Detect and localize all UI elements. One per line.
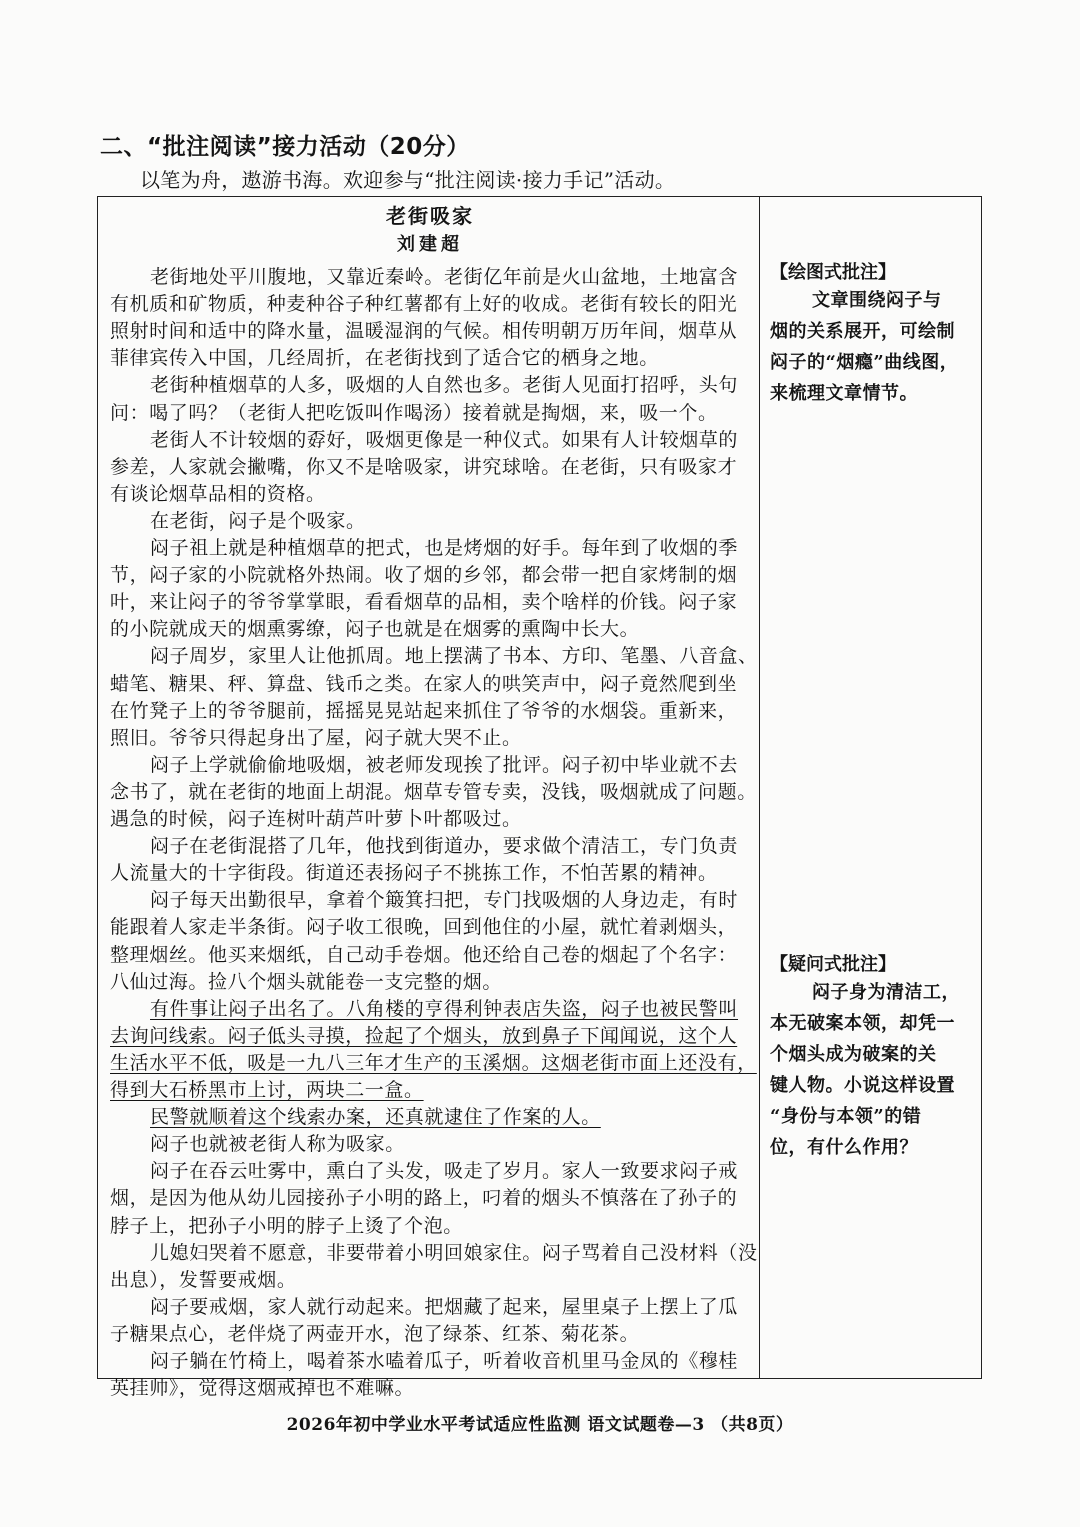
story-line: 闷子在吞云吐雾中，熏白了头发，吸走了岁月。家人一致要求闷子戒	[150, 1160, 739, 1183]
drawing-annotation-heading: 【绘图式批注】	[770, 262, 896, 283]
story-line: 闷子祖上就是种植烟草的把式，也是烤烟的好手。每年到了收烟的季	[150, 537, 739, 559]
annotation-line: 键人物。小说这样设置	[770, 1075, 955, 1096]
question-annotation-heading: 【疑问式批注】	[770, 954, 896, 975]
story-line: 参差，人家就会撇嘴，你又不是啥吸家，讲究球啥。在老街，只有吸家才	[110, 455, 738, 478]
story-line: 能跟着人家走半条街。闷子收工很晚，回到他住的小屋，就忙着剥烟头，	[110, 916, 738, 939]
annotation-line: 来梳理文章情节。	[770, 383, 918, 404]
story-line: 子糖果点心，老伴烧了两壶开水，泡了绿茶、红茶、菊花茶。	[110, 1322, 640, 1345]
annotation-line: 个烟头成为破案的关	[770, 1044, 937, 1065]
story-line: 整理烟丝。他买来烟纸，自己动手卷烟。他还给自己卷的烟起了个名字：	[110, 943, 738, 966]
story-line: 八仙过海。捡八个烟头就能卷一支完整的烟。	[110, 970, 503, 993]
story-line: 英挂帅》，觉得这烟戒掉也不难嘛。	[110, 1377, 415, 1400]
story-line: 在竹凳子上的爷爷腿前，摇摇晃晃站起来抓住了爷爷的水烟袋。重新来，	[110, 699, 738, 722]
story-line: 在老街，闷子是个吸家。	[150, 509, 366, 532]
story-line: 有机质和矿物质，种麦种谷子种红薯都有上好的收成。老街有较长的阳光	[110, 293, 738, 316]
story-line: 问：喝了吗？（老街人把吃饭叫作喝汤）接着就是掏烟，来，吸一个。	[110, 401, 718, 424]
annotation-line: 闷子身为清洁工，	[812, 982, 960, 1003]
story-line: 闷子每天出勤很早，拿着个簸箕扫把，专门找吸烟的人身边走，有时	[150, 889, 739, 912]
story-line: 闷子要戒烟，家人就行动起来。把烟藏了起来，屋里桌子上摆上了瓜	[150, 1295, 739, 1318]
story-line: 照射时间和适中的降水量，温暖湿润的气候。相传明朝万历年间，烟草从	[110, 320, 738, 343]
story-line: 儿媳妇哭着不愿意，非要带着小明回娘家住。闷子骂着自己没材料（没	[150, 1241, 758, 1264]
section-title: 二、“批注阅读”接力活动（20分）	[100, 134, 470, 160]
annotation-line: 本无破案本领，却凭一	[770, 1013, 955, 1034]
story-line: 脖子上，把孙子小明的脖子上烫了个泡。	[110, 1214, 463, 1237]
annotation-line: 文章围绕闷子与	[812, 290, 942, 311]
annotation-line: “身份与本领”的错	[770, 1106, 922, 1127]
story-line: 的小院就成天的烟熏雾缭，闷子也就是在烟雾的熏陶中长大。	[110, 618, 640, 641]
story-title: 老街吸家	[386, 204, 474, 228]
story-line: 老街种植烟草的人多，吸烟的人自然也多。老街人见面打招呼，头句	[150, 374, 739, 397]
annotation-line: 闷子的“烟瘾”曲线图，	[770, 352, 959, 373]
story-line: 闷子上学就偷偷地吸烟，被老师发现挨了批评。闷子初中毕业就不去	[150, 753, 739, 776]
story-line: 生活水平不低，吸是一九八三年才生产的玉溪烟。这烟老街市面上还没有，	[110, 1051, 757, 1074]
annotation-line: 位，有什么作用？	[770, 1137, 918, 1158]
story-line: 有谈论烟草品相的资格。	[110, 482, 326, 505]
story-line: 老街人不计较烟的孬好，吸烟更像是一种仪式。如果有人计较烟草的	[150, 428, 739, 451]
story-line: 菲律宾传入中国，几经周折，在老街找到了适合它的栖身之地。	[110, 347, 659, 370]
story-line: 闷子周岁，家里人让他抓周。地上摆满了书本、方印、笔墨、八音盒、	[150, 645, 758, 668]
story-line: 民警就顺着这个线索办案，还真就逮住了作案的人。	[150, 1106, 601, 1129]
story-line: 出息），发誓要戒烟。	[110, 1268, 297, 1291]
story-line: 闷子躺在竹椅上，喝着茶水嗑着瓜子，听着收音机里马金凤的《穆桂	[150, 1350, 739, 1372]
column-divider	[759, 196, 760, 1379]
story-line: 得到大石桥黑市上讨，两块二一盒。	[110, 1079, 424, 1101]
story-line: 闷子在老街混搭了几年，他找到街道办，要求做个清洁工，专门负责	[150, 835, 739, 858]
story-line: 人流量大的十字街段。街道还表扬闷子不挑拣工作，不怕苦累的精神。	[110, 862, 718, 885]
section-intro: 以笔为舟，遨游书海。欢迎参与“批注阅读·接力手记”活动。	[140, 168, 676, 192]
story-line: 遇急的时候，闷子连树叶葫芦叶萝卜叶都吸过。	[110, 808, 522, 830]
story-line: 照旧。爷爷只得起身出了屋，闷子就大哭不止。	[110, 726, 522, 749]
annotation-line: 烟的关系展开，可绘制	[770, 321, 955, 342]
story-line: 老街地处平川腹地，又靠近秦岭。老街亿年前是火山盆地，土地富含	[150, 266, 739, 288]
story-line: 去询问线索。闷子低头寻摸，捡起了个烟头，放到鼻子下闻闻说，这个人	[110, 1024, 738, 1047]
story-line: 蜡笔、糖果、秤、算盘、钱币之类。在家人的哄笑声中，闷子竟然爬到坐	[110, 672, 738, 695]
story-line: 烟，是因为他从幼儿园接孙子小明的路上，叼着的烟头不慎落在了孙子的	[110, 1187, 738, 1210]
story-author: 刘建超	[397, 234, 463, 255]
page-footer: 2026年初中学业水平考试适应性监测 语文试题卷—3 （共8页）	[286, 1415, 794, 1435]
story-line: 念书了，就在老街的地面上胡混。烟草专管专卖，没钱，吸烟就成了问题。	[110, 780, 757, 803]
story-line: 节，闷子家的小院就格外热闹。收了烟的乡邻，都会带一把自家烤制的烟	[110, 564, 738, 587]
story-line: 叶，来让闷子的爷爷掌掌眼，看看烟草的品相，卖个啥样的价钱。闷子家	[110, 591, 738, 614]
story-line: 有件事让闷子出名了。八角楼的亨得利钟表店失盗，闷子也被民警叫	[150, 997, 739, 1020]
story-line: 闷子也就被老街人称为吸家。	[150, 1133, 405, 1156]
